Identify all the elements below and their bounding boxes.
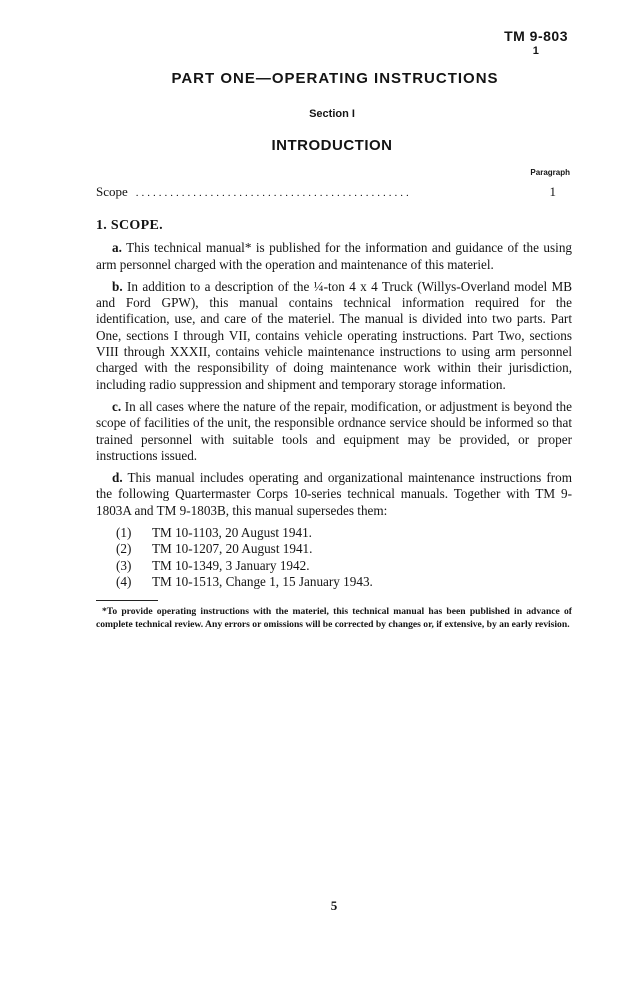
list-item-text: TM 10-1207, 20 August 1941. xyxy=(152,541,313,557)
page-number: 5 xyxy=(330,898,338,913)
scope-heading: 1. SCOPE. xyxy=(96,218,163,233)
paragraph-letter: d. xyxy=(112,470,123,486)
list-item xyxy=(116,525,572,541)
part-title: PART ONE—OPERATING INSTRUCTIONS xyxy=(171,70,499,87)
list-item-index: (4) xyxy=(116,573,132,589)
list-item-index: (2) xyxy=(116,541,132,557)
list-item-text: TM 10-1349, 3 January 1942. xyxy=(152,557,310,573)
paragraph-c xyxy=(96,399,572,464)
header-paragraph-number: 1 xyxy=(532,45,540,57)
toc-column-heading: Paragraph xyxy=(530,168,570,177)
toc-row-label: Scope xyxy=(96,184,128,199)
paragraph-letter: b. xyxy=(112,278,123,294)
list-item xyxy=(116,574,572,590)
toc-leader-dots: ................................................ xyxy=(135,187,412,199)
paragraph-letter: c. xyxy=(112,398,122,414)
toc-row xyxy=(96,184,556,200)
section-title: INTRODUCTION xyxy=(271,137,393,154)
paragraph-text: This technical manual* is published for the information and guidance of the using arm personnel charged with the operation and maintenance of this materiel. xyxy=(96,240,573,272)
footnote: *To provide operating instructions with the materiel, this technical manual has been published in advance of complete technical review. Any errors or omissions will be corrected by changes or, if extensive, by an early revision. xyxy=(96,606,572,630)
paragraph-text: In all cases where the nature of the repair, modification, or adjustment is beyond the scope of facilities of the unit, the responsible ordnance service should be informed so that trained personnel with suitable tools and equipment may be provided, or proper instructions issued. xyxy=(96,398,573,463)
document-header xyxy=(504,28,568,58)
body-text xyxy=(96,218,572,631)
paragraph-letter: a. xyxy=(112,240,122,256)
footnote-divider xyxy=(96,600,158,601)
paragraph-text: This manual includes operating and organizational maintenance instructions from the following Quartermaster Corps 10-series technical manuals. Together with TM 9-1803A and TM 9-1803B, this manual supersedes them: xyxy=(96,470,572,518)
list-item-index: (1) xyxy=(116,525,132,541)
list-item xyxy=(116,541,572,557)
superseded-manuals-list xyxy=(96,525,572,590)
list-item-text: TM 10-1513, Change 1, 15 January 1943. xyxy=(152,573,373,589)
list-item-index: (3) xyxy=(116,557,132,573)
paragraph-text: In addition to a description of the ¼-ton 4 x 4 Truck (Willys-Overland model MB and Ford GPW), this manual contains technical information required for the identification, use, and care of the materiel. The manual is divided into two parts. Part One, sections I through VII, contains vehicle operating instructions. Part Two, sections VIII through XXXII, contains vehicle maintenance instructions to using arm personnel charged with the responsibility of doing maintenance work within their jurisdiction, including radio suppression and shipment and temporary storage information. xyxy=(96,278,573,392)
toc-row-paragraph: 1 xyxy=(549,184,556,199)
section-label: Section I xyxy=(309,108,355,120)
list-item xyxy=(116,558,572,574)
list-item-text: TM 10-1103, 20 August 1941. xyxy=(152,525,312,541)
paragraph-b xyxy=(96,279,572,393)
paragraph-d xyxy=(96,470,572,519)
paragraph-a xyxy=(96,240,572,273)
document-id: TM 9-803 xyxy=(504,28,568,44)
